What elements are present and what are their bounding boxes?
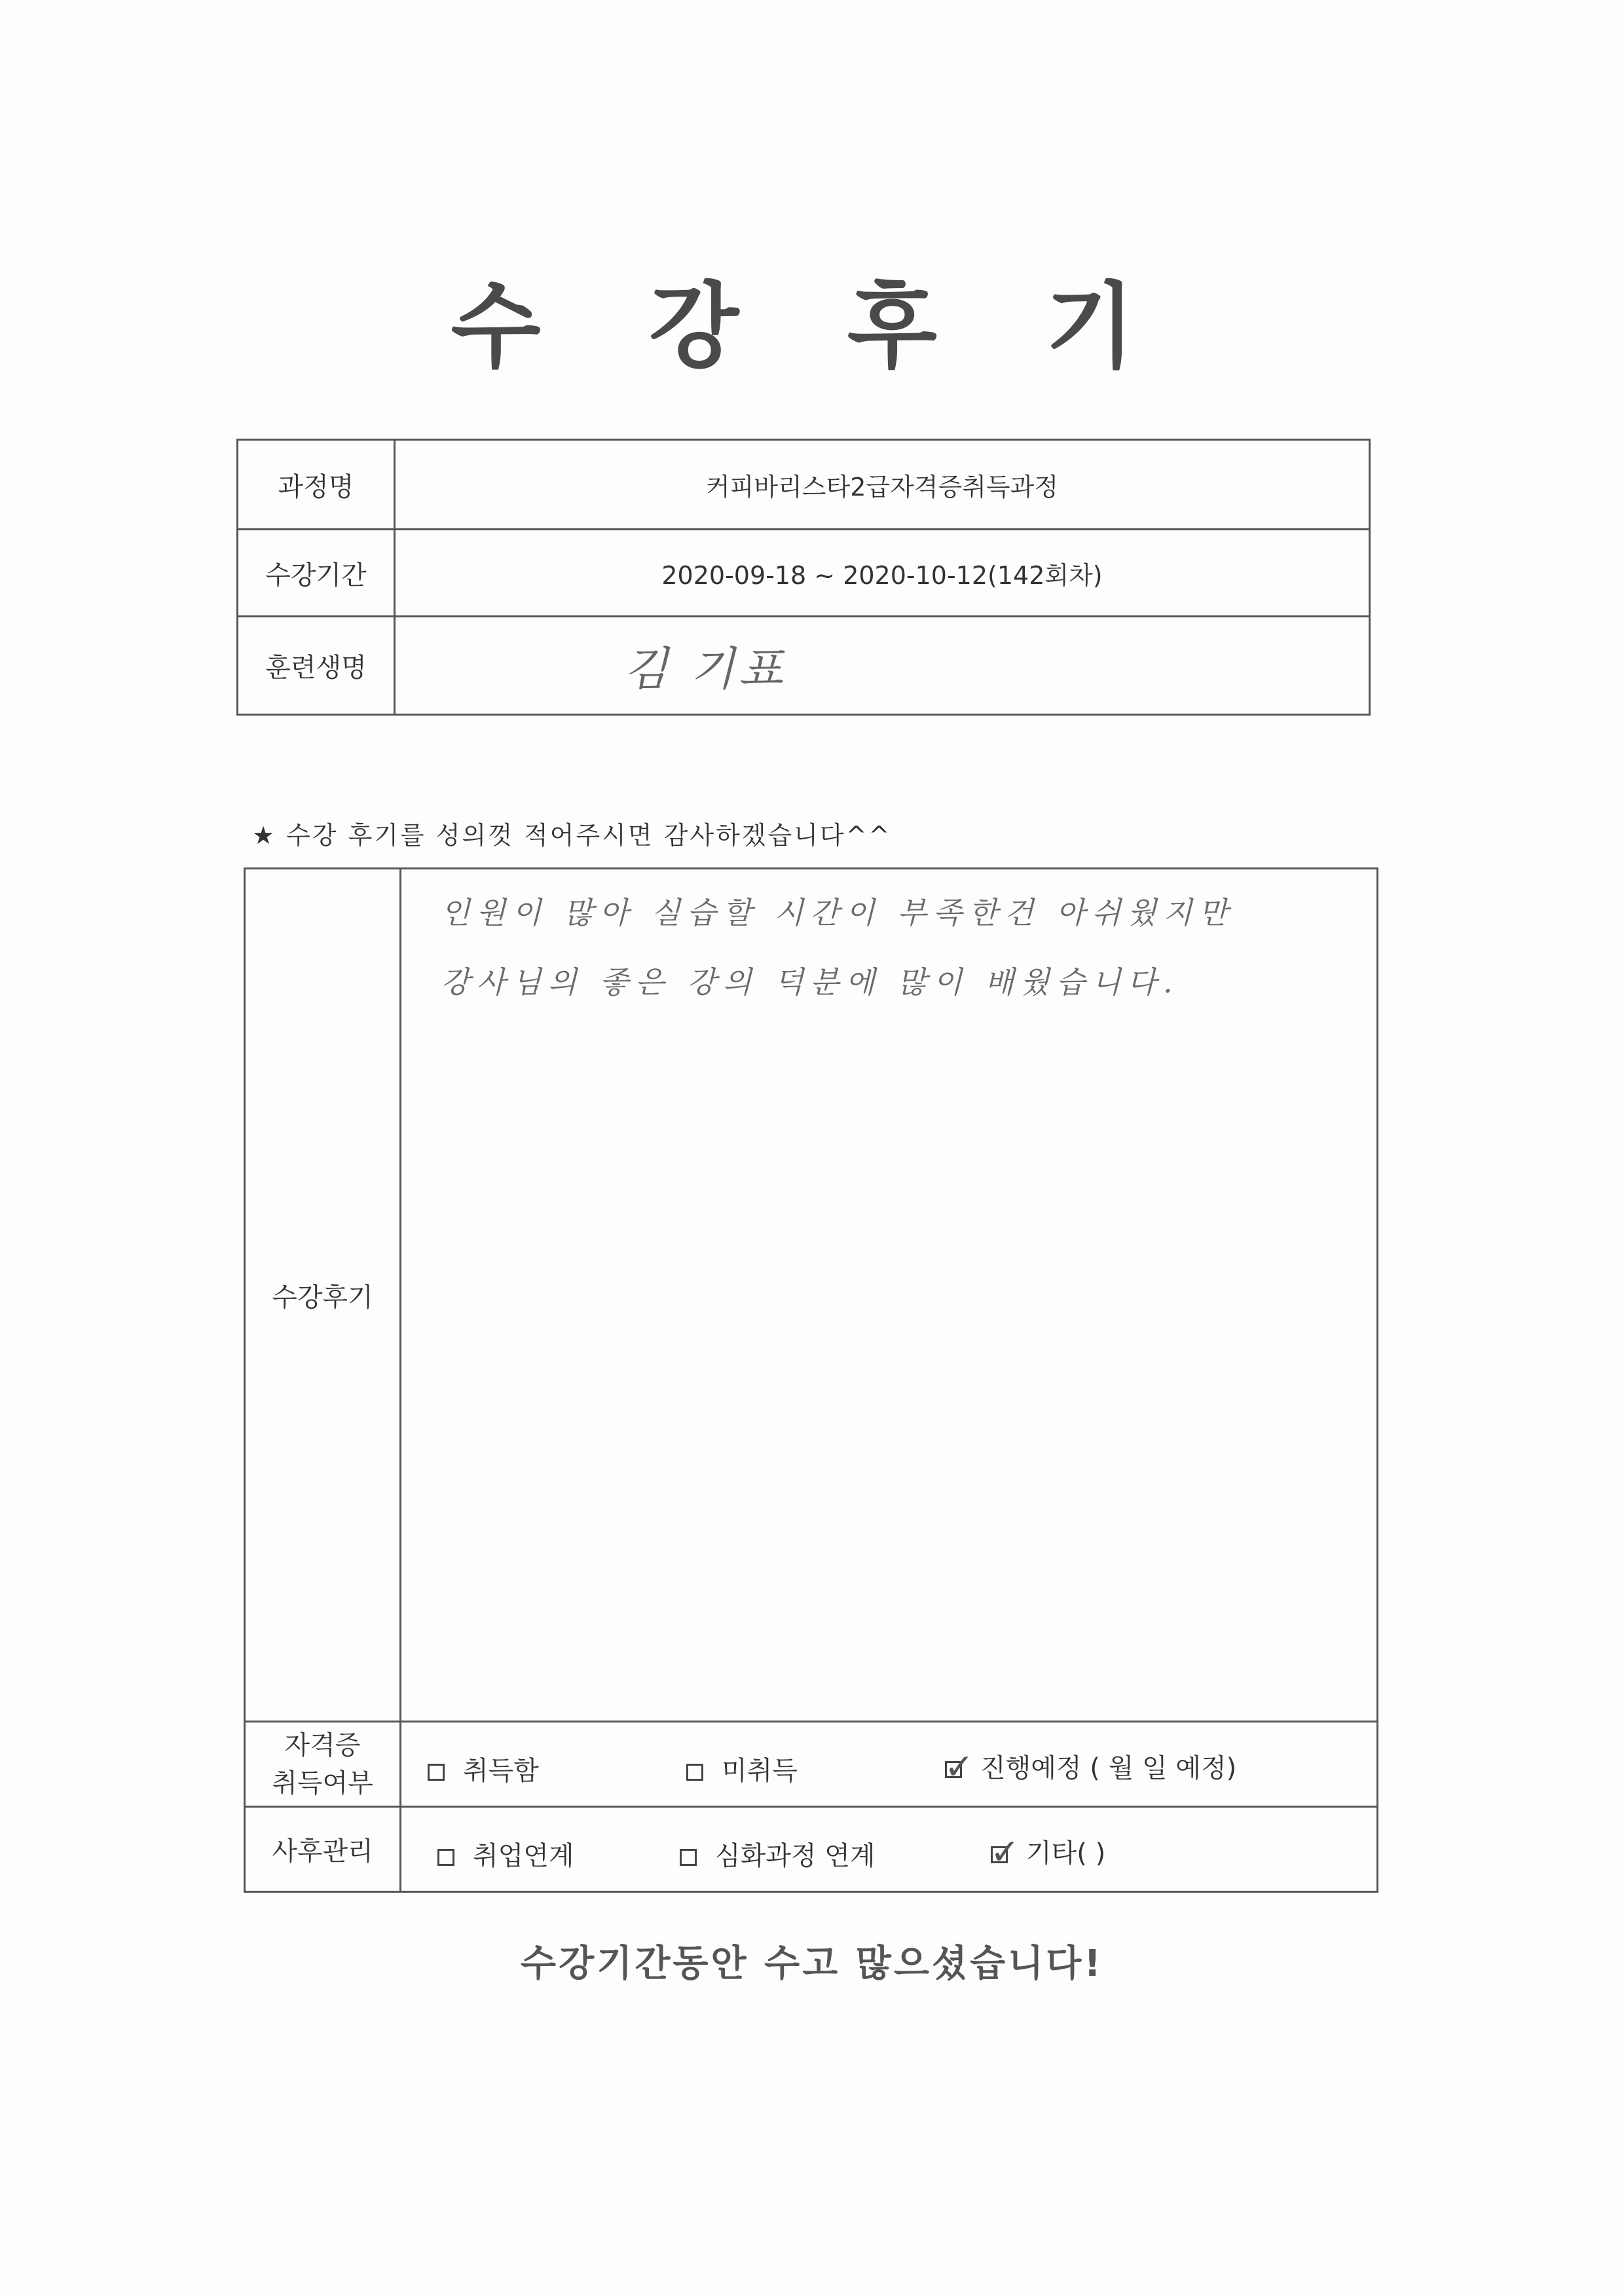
notice-text: ★ 수강 후기를 성의껏 적어주시면 감사하겠습니다^^ — [252, 821, 892, 850]
checkbox-acquired[interactable] — [428, 1764, 445, 1781]
trainee-label: 훈련생명 — [238, 617, 395, 715]
checkbox-other[interactable] — [990, 1831, 1020, 1872]
review-label: 수강후기 — [245, 869, 401, 1722]
option-employment-label: 취업연계 — [473, 1841, 574, 1871]
option-other-label: 기타( ) — [1026, 1838, 1106, 1868]
option-planned-label: 진행예정 ( 월 일 예정) — [980, 1753, 1237, 1783]
option-not-acquired[interactable] — [686, 1750, 798, 1787]
check-mark-icon: ✓ — [944, 1746, 974, 1787]
review-table — [244, 867, 1378, 1893]
checkbox-not-acquired[interactable] — [686, 1764, 703, 1781]
certificate-label-line1: 자격증 — [284, 1730, 361, 1760]
certificate-label — [245, 1722, 401, 1807]
review-line-2: 강사님의 좋은 강의 덕분에 많이 배웠습니다. — [441, 964, 1179, 1000]
trainee-name-handwritten: 김 기표 — [623, 642, 787, 696]
certificate-row — [245, 1722, 1378, 1807]
review-body — [401, 869, 1378, 1722]
aftercare-options — [401, 1807, 1378, 1892]
footer-message: 수강기간동안 수고 많으셨습니다! — [521, 1942, 1103, 1985]
checkbox-planned[interactable] — [944, 1746, 974, 1787]
aftercare-row — [245, 1807, 1378, 1892]
page-title: 수 강 후 기 — [451, 273, 1173, 381]
certificate-label-line2: 취득여부 — [272, 1768, 373, 1798]
option-acquired[interactable] — [428, 1750, 539, 1787]
review-line-1: 인원이 많아 실습할 시간이 부족한건 아쉬웠지만 — [441, 895, 1234, 930]
period-value: 2020-09-18 ~ 2020-10-12(142회차) — [395, 530, 1370, 617]
aftercare-label: 사후관리 — [245, 1807, 401, 1892]
course-label: 과정명 — [238, 440, 395, 530]
option-not-acquired-label: 미취득 — [722, 1756, 798, 1786]
checkbox-employment[interactable] — [437, 1849, 454, 1866]
option-employment[interactable] — [437, 1835, 574, 1872]
course-info-table — [236, 439, 1371, 716]
checkbox-advanced[interactable] — [680, 1849, 697, 1866]
check-mark-icon: ✓ — [990, 1831, 1020, 1872]
option-planned[interactable] — [945, 1747, 1236, 1785]
period-label: 수강기간 — [238, 530, 395, 617]
option-advanced-label: 심화과정 연계 — [715, 1841, 876, 1871]
period-row — [238, 530, 1370, 617]
trainee-cell — [395, 617, 1370, 715]
option-advanced[interactable] — [680, 1835, 876, 1872]
course-row — [238, 440, 1370, 530]
course-value: 커피바리스타2급자격증취득과정 — [395, 440, 1370, 530]
review-row — [245, 869, 1378, 1722]
certificate-options — [401, 1722, 1378, 1807]
option-other[interactable] — [991, 1832, 1105, 1870]
trainee-row — [238, 617, 1370, 715]
option-acquired-label: 취득함 — [463, 1756, 539, 1786]
